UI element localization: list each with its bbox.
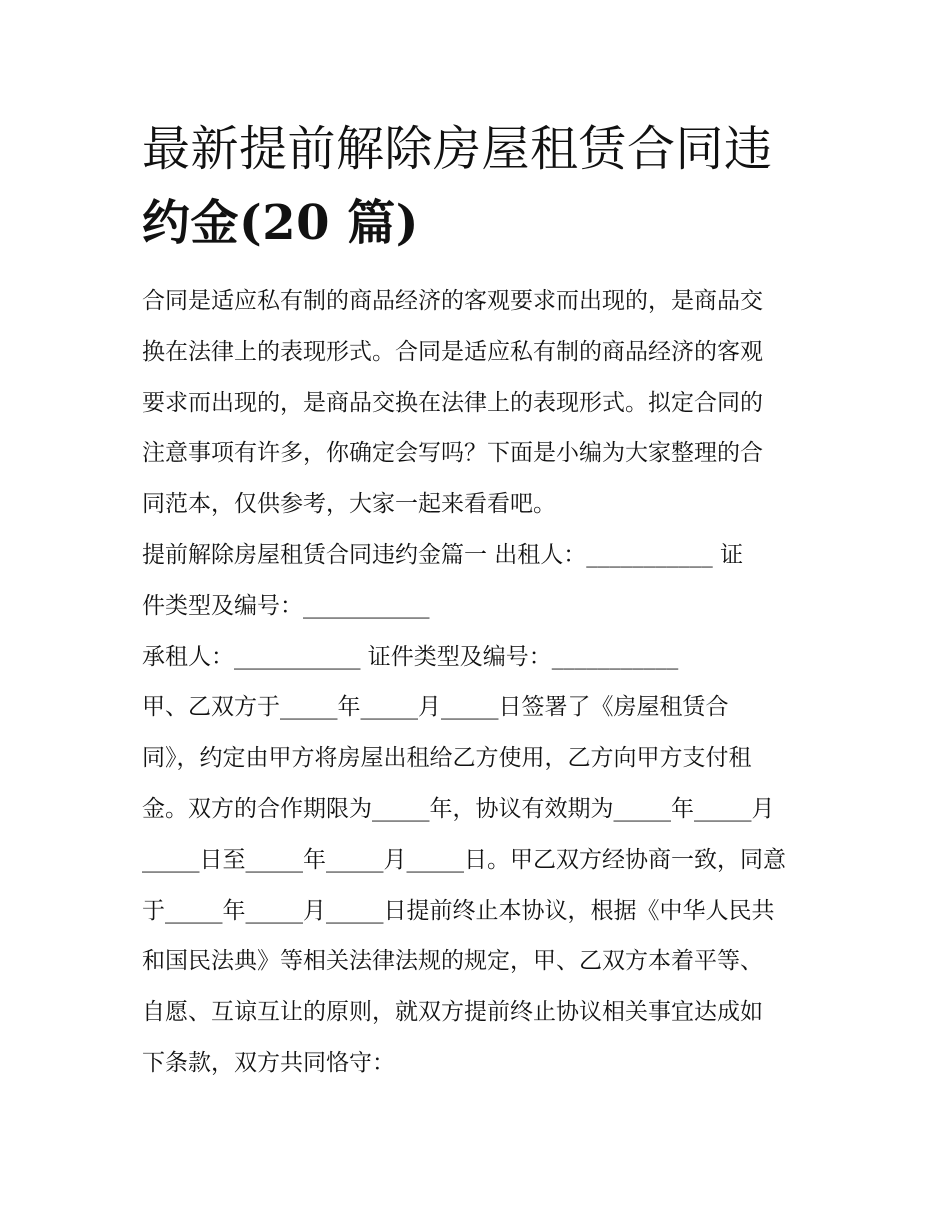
body-line: 提前解除房屋租赁合同违约金篇一 出租人：___________ 证 [142,542,744,568]
body-line: 于_____年_____月_____日提前终止本协议，根据《中华人民共 [142,897,775,924]
body-line: 件类型及编号：___________ [142,592,430,619]
intro-line: 同范本，仅供参考，大家一起来看看吧。 [142,491,556,518]
title-line-2: 约金(20 篇) [142,195,419,251]
body-line: 下条款，双方共同恪守： [142,1049,395,1076]
intro-line: 要求而出现的，是商品交换在法律上的表现形式。拟定合同的 [142,389,763,416]
body-line: 承租人：___________ 证件类型及编号：___________ [142,643,679,670]
body-line: 同》，约定由甲方将房屋出租给乙方使用，乙方向甲方支付租 [142,745,752,772]
body-line: 金。双方的合作期限为_____年，协议有效期为_____年_____月 [142,795,775,822]
document-title [142,112,832,260]
title-line-1: 最新提前解除房屋租赁合同违 [142,121,773,177]
contract-body [142,530,822,1089]
body-line: _____日至_____年_____月_____日。甲乙双方经协商一致，同意 [142,846,786,873]
intro-line: 合同是适应私有制的商品经济的客观要求而出现的，是商品交 [142,288,763,314]
intro-line: 换在法律上的表现形式。合同是适应私有制的商品经济的客观 [142,338,763,365]
intro-paragraph [142,276,822,530]
body-line: 和国民法典》等相关法律法规的规定，甲、乙双方本着平等、 [142,948,763,975]
body-line: 甲、乙双方于_____年_____月_____日签署了《房屋租赁合 [142,694,729,721]
intro-line: 注意事项有许多，你确定会写吗？下面是小编为大家整理的合 [142,440,763,467]
body-line: 自愿、互谅互让的原则，就双方提前终止协议相关事宜达成如 [142,999,763,1026]
